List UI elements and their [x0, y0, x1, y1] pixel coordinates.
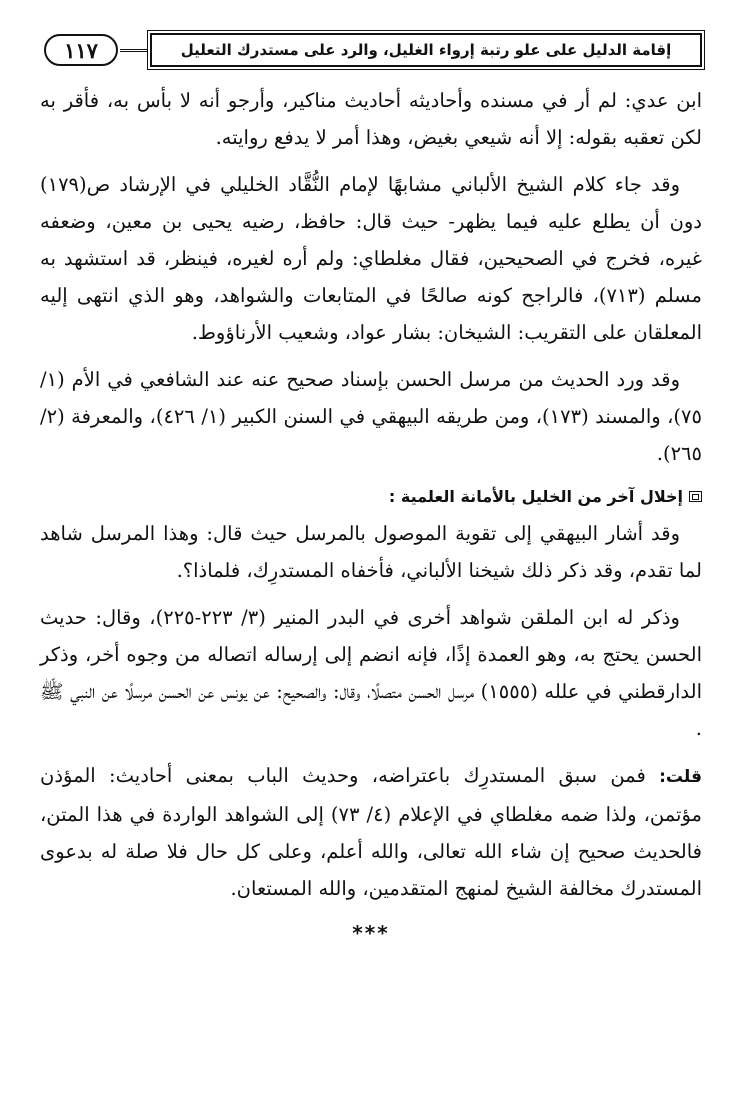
book-page: [40, 30, 702, 945]
page-number: ١١٧: [44, 34, 118, 66]
section-heading: [40, 478, 702, 515]
conclusion-paragraph: [40, 757, 702, 907]
paragraph: وقد أشار البيهقي إلى تقوية الموصول بالمرسل حيث قال: وهذا المرسل شاهد لما تقدم، وقد ذكر ذلك شيخنا الألباني، فأخفاه المستدرِك، فلماذا؟.: [40, 522, 702, 582]
conclusion-text: فمن سبق المستدرِك باعتراضه، وحديث الباب بمعنى أحاديث: المؤذن مؤتمن، ولذا ضمه مغلطاي في الإعلام (٤/ ٧٣) إلى الشواهد الواردة في هذا المتن، فالحديث صحيح إن شاء الله تعالى، والله أعلم، وعلى كل حال فلا صلة له بدعوى المستدرك مخالفة الشيخ لمنهج المتقدمين، والله المستعان.: [40, 764, 702, 900]
section-separator: ***: [352, 921, 390, 945]
page-header: [40, 30, 702, 70]
paragraph: وقد جاء كلام الشيخ الألباني مشابهًا لإمام النُّقَّاد الخليلي في الإرشاد ص(١٧٩) دون أن يطلع عليه فيما يظهر- حيث قال: حافظ، رضيه يحيى بن معين، وضعفه غيره، فخرج في الصحيحين، فقال مغلطاي: ولم أره لغيره، فينظر، قد استشهد به مسلم (٧١٣)، فالراجح كونه صالحًا في المتابعات والشواهد، وهو الذي انتهى إليه المعلقان على التقريب: الشيخان: بشار عواد، وشعيب الأرناؤوط.: [40, 173, 702, 344]
conclusion-lead: قلت:: [659, 767, 702, 787]
running-title: إقامة الدليل على علو رتبة إرواء الغليل، والرد على مستدرك التعليل: [150, 33, 702, 67]
paragraph: وقد ورد الحديث من مرسل الحسن بإسناد صحيح عنه عند الشافعي في الأم (١/ ٧٥)، والمسند (١٧٣)، ومن طريقه البيهقي في السنن الكبير (١/ ٤٢٦)، والمعرفة (٢/ ٢٦٥).: [40, 368, 702, 465]
book-icon: [689, 491, 702, 502]
paragraph: وذكر له ابن الملقن شواهد أخرى في البدر المنير (٣/ ٢٢٣-٢٢٥)، وقال: حديث الحسن يحتج به، وهو العمدة إذًا، فإنه انضم إلى إرساله اتصاله من وجوه أخر، وذكر الدارقطني في علله (١٥٥٥) مرسل الحسن متصلًا، وقال: والصحيح: عن يونس عن الحسن مرسلًا عن النبي ﷺ .: [40, 606, 702, 740]
section-heading-text: إخلال آخر من الخليل بالأمانة العلمية :: [388, 487, 683, 506]
header-rule: [120, 49, 148, 52]
paragraph: ابن عدي: لم أر في مسنده وأحاديثه أحاديث مناكير، وأرجو أنه لا بأس به، فأقر به لكن تعقبه بقوله: إلا أنه شيعي بغيض، وهذا أمر لا يدفع روايته.: [40, 89, 702, 149]
